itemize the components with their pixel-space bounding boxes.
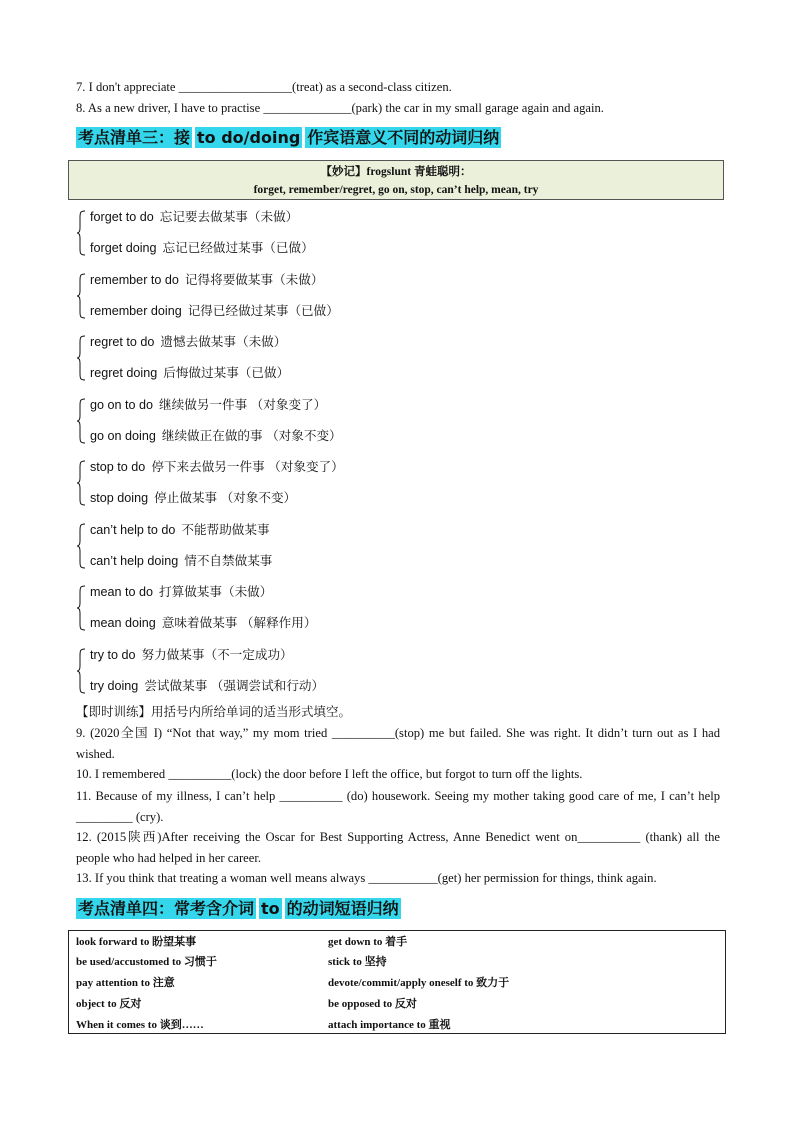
question-text: I don't appreciate — [88, 80, 179, 94]
verb-form: remember to do — [90, 272, 179, 287]
phrase-left-3: pay attention to 注意 — [76, 977, 175, 989]
heading-suffix: 的动词短语归纳 — [286, 899, 399, 918]
verb-form: stop to do — [90, 460, 146, 474]
memo-box — [68, 160, 724, 200]
verb-meaning: 后悔做过某事（已做） — [163, 366, 290, 380]
practice-title: 【即时训练】用括号内所给单词的适当形式填空。 — [76, 704, 352, 719]
brace-bracket — [76, 398, 86, 444]
verb-meaning: 不能帮助做某事 — [181, 522, 270, 537]
question-8 — [76, 99, 604, 117]
phrase-right-4: be opposed to 反对 — [328, 998, 417, 1010]
heading-prefix: 考点清单四：常考含介词 — [78, 899, 255, 918]
phrase-right-1: get down to 着手 — [328, 936, 408, 948]
heading-suffix: 作宾语意义不同的动词归纳 — [307, 128, 500, 147]
verb-pair-line — [90, 489, 296, 507]
section-3-heading — [76, 127, 501, 149]
verb-meaning: 停下来去做另一件事 （对象变了） — [151, 460, 344, 474]
verb-form: regret to do — [90, 335, 155, 349]
verb-meaning: 忘记要去做某事（未做） — [159, 210, 299, 224]
verb-form: can’t help doing — [90, 553, 179, 568]
question-7 — [76, 78, 452, 96]
verb-form: go on to do — [90, 397, 154, 412]
phrase-left-1: look forward to 盼望某事 — [76, 936, 197, 948]
verb-meaning: 记得已经做过某事（已做） — [187, 303, 339, 318]
verb-meaning: 意味着做某事 （解释作用） — [161, 616, 317, 630]
verb-form: go on doing — [90, 428, 156, 443]
verb-pair-line — [90, 333, 286, 351]
question-text: As a new driver, I have to practise — [87, 101, 264, 115]
question-9: 9. (2020全国 I) “Not that way,” my mom tried __________(stop) me but failed. She was right. It didn’t turn out as I had wished. — [76, 726, 720, 761]
verb-meaning: 尝试做某事 （强调尝试和行动） — [144, 678, 325, 693]
verb-form: regret doing — [90, 366, 158, 380]
verb-pair-line — [90, 521, 270, 539]
phrase-right-5: attach importance to 重视 — [328, 1019, 451, 1031]
brace-bracket — [76, 523, 86, 569]
verb-pair-line — [90, 614, 316, 632]
phrase-right-3: devote/commit/apply oneself to 致力于 — [328, 977, 510, 989]
phrase-left-4: object to 反对 — [76, 998, 142, 1010]
heading-highlight: to do/doing — [197, 128, 301, 147]
heading-highlight: to — [261, 899, 280, 918]
verb-pair-line — [90, 427, 342, 445]
verb-form: try doing — [90, 678, 139, 693]
verb-form: can’t help to do — [90, 522, 176, 537]
verb-meaning: 情不自禁做某事 — [184, 553, 273, 568]
answer-blank[interactable]: ______________ — [263, 101, 352, 115]
verb-form: remember doing — [90, 303, 182, 318]
verb-pair-line — [90, 646, 293, 664]
verb-pair-line — [90, 583, 272, 601]
verb-form: forget to do — [90, 210, 154, 224]
verb-pair-line — [90, 677, 324, 695]
brace-bracket — [76, 335, 86, 381]
verb-pair-line — [90, 396, 326, 414]
verb-meaning: 停止做某事 （对象不变） — [154, 491, 297, 505]
section-4-heading — [76, 898, 401, 920]
verb-meaning: 记得将要做某事（未做） — [184, 272, 324, 287]
verb-form: forget doing — [90, 241, 157, 255]
question-11: 11. Because of my illness, I can’t help __________ (do) housework. Seeing my mother taking good care of me, I can’t help _________ (cry). — [76, 789, 720, 824]
memo-verbs: forget, remember/regret, go on, stop, can’t help, mean, try — [253, 184, 539, 196]
question-text: (treat) as a second-class citizen. — [292, 80, 452, 94]
verb-meaning: 继续做正在做的事 （对象不变） — [161, 428, 342, 443]
verb-meaning: 努力做某事（不一定成功） — [141, 647, 293, 662]
verb-meaning: 遗憾去做某事（未做） — [160, 335, 287, 349]
brace-bracket — [76, 273, 86, 319]
verb-pair-line — [90, 239, 314, 257]
verb-pair-line — [90, 271, 323, 289]
verb-pair-line — [90, 458, 344, 476]
brace-bracket — [76, 585, 86, 631]
verb-form: mean to do — [90, 585, 154, 599]
verb-meaning: 忘记已经做过某事（已做） — [162, 241, 314, 255]
phrase-right-2: stick to 坚持 — [328, 956, 387, 968]
verb-pair-line — [90, 552, 272, 570]
phrase-table — [68, 930, 726, 1034]
verb-pair-line — [90, 364, 289, 382]
brace-bracket — [76, 210, 86, 256]
question-10: 10. I remembered __________(lock) the door before I left the office, but forgot to turn off the lights. — [76, 767, 583, 781]
verb-form: mean doing — [90, 616, 156, 630]
verb-pair-line — [90, 208, 298, 226]
memo-title: 【妙记】frogslunt 青蛙聪明： — [320, 166, 472, 178]
answer-blank[interactable]: __________________ — [178, 80, 292, 94]
verb-meaning: 继续做另一件事 （对象变了） — [159, 397, 327, 412]
question-text: (park) the car in my small garage again and again. — [351, 101, 604, 115]
verb-pair-line — [90, 302, 339, 320]
question-12: 12. (2015陕西)After receiving the Oscar for Best Supporting Actress, Anne Benedict went on__________ (thank) all the people who had helped in her career. — [76, 830, 720, 865]
phrase-left-5: When it comes to 谈到…… — [76, 1019, 204, 1031]
phrase-left-2: be used/accustomed to 习惯于 — [76, 956, 217, 968]
brace-bracket — [76, 648, 86, 694]
question-13: 13. If you think that treating a woman well means always ___________(get) her permission for things, think again. — [76, 871, 657, 885]
verb-form: try to do — [90, 647, 136, 662]
question-number: 8. — [76, 101, 86, 115]
verb-form: stop doing — [90, 491, 149, 505]
heading-prefix: 考点清单三：接 — [78, 128, 191, 147]
brace-bracket — [76, 460, 86, 506]
question-number: 7. — [76, 80, 86, 94]
verb-meaning: 打算做某事（未做） — [159, 585, 273, 599]
